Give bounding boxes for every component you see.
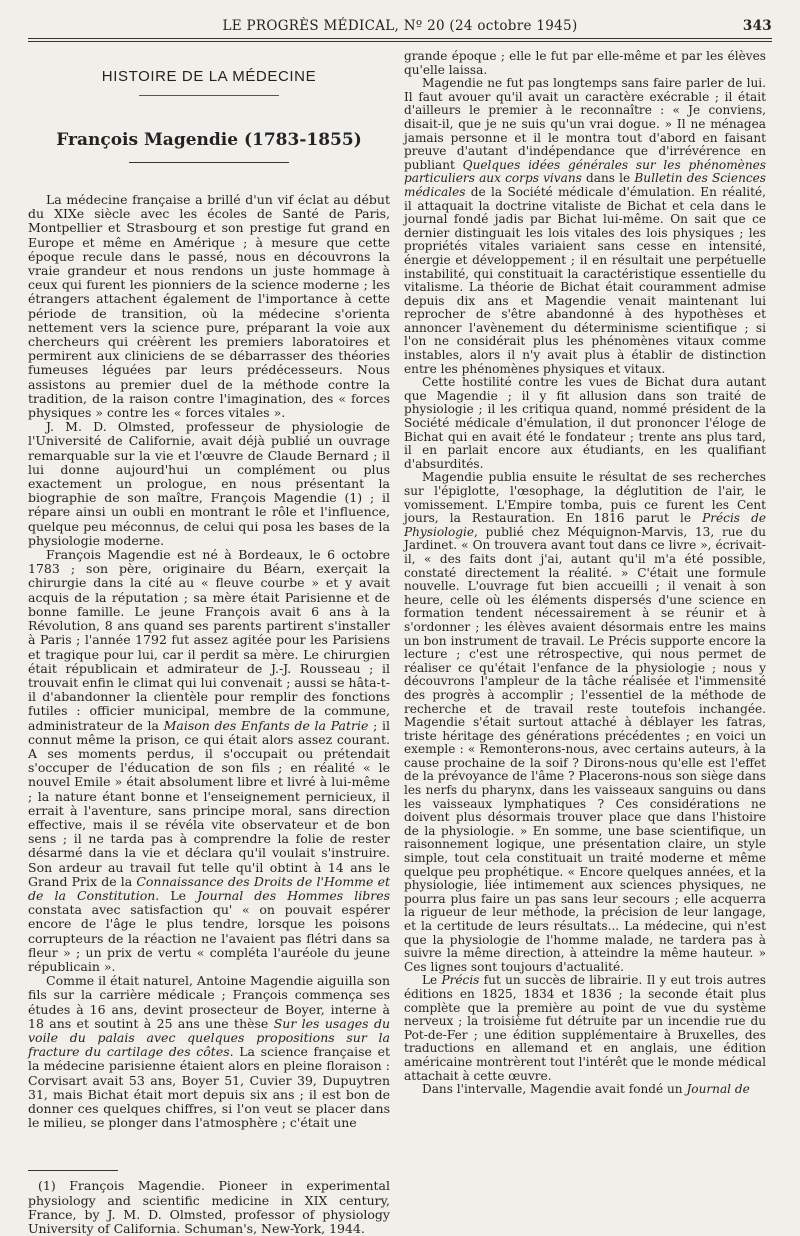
paragraph: François Magendie est né à Bordeaux, le 6 octobre 1783 ; son père, originaire du Béarn, exerçait la chirurgie dans la cité au « fleuve courbe » et y avait acquis de la réputation ; sa mère était Parisienne et de bonne famille. Le jeune François avait 6 ans à la Révolution, 8 ans quand ses parents partirent s'installer à Paris ; l'année 1792 fut assez agitée pour les Parisiens et tragique pour lui, car il perdit sa mère. Le chirurgien était républicain et admirateur de J.-J. Rousseau ; il trouvait enfin le climat qui lui convenait ; aussi se hâta-t-il d'abandonner la clientèle pour remplir des fonctions futiles : officier municipal, membre de la commune, administrateur de la Maison des Enfants de la Patrie ; il connut même la prison, ce qui était alors assez courant. A ses moments perdus, il s'occupait ou prétendait s'occuper de l'éducation de son fils ; en réalité « le nouvel Emile » était absolument libre et livré à lui-même ; la nature étant bonne et l'enseignement pernicieux, il errait à l'aventure, sans principe moral, sans direction effective, mais il se révéla vite observateur et de bon sens ; il ne tarda pas à comprendre la folie de rester désarmé dans la vie et déclara qu'il voulait s'instruire. Son ardeur au travail fut telle qu'il obtint à 14 ans le Grand Prix de la Connaissance des Droits de l'Homme et de la Constitution. Le Journal des Hommes libres constata avec satisfaction qu' « on pouvait espérer encore de l'âge le plus tendre, lorsque les poisons corrupteurs de la réaction ne l'avaient pas flétri dans sa fleur » ; un prix de vertu « compléta l'auréole du jeune républicain ». [28,547,391,974]
left-column [28,50,391,1236]
paragraph: Dans l'intervalle, Magendie avait fondé un Journal de [422,1082,750,1097]
page-number: 343 [742,18,772,34]
paragraph: Magendie ne fut pas longtemps sans faire parler de lui. Il faut avouer qu'il avait un caractère exécrable ; il était d'ailleurs le premier à le reconnaître : « Je conviens, disait-il, que je ne suis qu'un vrai dogue. » Il ne ménagea jamais personne et il le montra tout d'abord en faisant preuve d'autant d'indépendance que d'irrévérence en publiant Quelques idées générales sur les phénomènes particuliers aux corps vivans dans le Bulletin des Sciences médicales de la Société médicale d'émulation. En réalité, il attaquait la doctrine vitaliste de Bichat et cela dans le journal fondé jadis par Bichat lui-même. On sait que ce dernier distinguait les lois vitales des lois physiques ; les propriétés vitales variaient sans cesse en intensité, énergie et développement ; il en résultait une perpétuelle instabilité, qui constituait la caractéristique essentielle du vitalisme. La théorie de Bichat était couramment admise depuis dix ans et Magendie venait maintenant lui reprocher de s'être abandonné à des hypothèses et annoncer l'avènement du déterminisme scientifique ; si l'on ne considérait plus les phénomènes vitaux comme instables, alors il n'y avait plus à établir de distinction entre les phénomènes physiques et vitaux. [404,76,766,376]
paragraph: Magendie publia ensuite le résultat de ses recherches sur l'épiglotte, l'œsophage, la déglutition de l'air, le vomissement. L'Empire tomba, puis ce furent les Cent jours, la Restauration. En 1816 parut le Précis de Physiologie, publié chez Méquignon-Marvis, 13, rue du Jardinet. « On trouvera avant tout dans ce livre », écrivait-il, « des faits dont j'ai, autant qu'il m'a été possible, constaté directement la réalité. » C'était une formule nouvelle. L'ouvrage fut bien accueilli ; il venait à son heure, celle où les éléments dispersés d'une science en formation tendent nécessairement à se réunir et à s'ordonner ; les élèves avaient désormais entre les mains un bon instrument de travail. Le Précis supporte encore la lecture ; c'est une rétrospective, qui nous permet de réaliser ce qu'était l'enfance de la physiologie ; nous y découvrons l'ampleur de la tâche réalisée et l'immensité des progrès à accomplir ; l'essentiel de la méthode de recherche et de travail reste toutefois inchangée. Magendie s'était surtout attaché à déblayer les fatras, triste héritage des générations précédentes ; en voici un exemple : « Remonterons-nous, avec certains auteurs, à la cause prochaine de la soif ? Dirons-nous qu'elle est l'effet de la prévoyance de l'âme ? Placerons-nous son siège dans les nerfs du pharynx, dans les vaisseaux sanguins ou dans les vaisseaux lymphatiques ? Ces considérations ne doivent plus désormais trouver place que dans l'histoire de la physiologie. » En somme, une base scientifique, un raisonnement logique, une présentation claire, un style simple, tout cela constituait un traité moderne et même quelque peu prophétique. « Encore quelques années, et la physiologie, liée intimement aux sciences physiques, ne pourra plus faire un pas sans leur secours ; elle acquerra la rigueur de leur méthode, la précision de leur langage, et la certitude de leurs résultats... La médecine, qui n'est que la physiologie de l'homme malade, ne tardera pas à suivre la même direction, à atteindre la même hauteur. » Ces lignes sont toujours d'actualité. [404,470,766,974]
paragraph: J. M. D. Olmsted, professeur de physiologie de l'Université de Californie, avait déjà publié un ouvrage remarquable sur la vie et l'œuvre de Claude Bernard ; il lui donne aujourd'hui un complément ou plus exactement un prologue, en nous présentant la biographie de son maître, François Magendie (1) ; il répare ainsi un oubli en montrant le rôle et l'influence, quelque peu méconnus, de celui qui posa les bases de la physiologie moderne. [28,419,390,548]
title-underline [129,162,289,163]
section-title: HISTOIRE DE LA MÉDECINE [101,68,317,85]
footnote: (1) François Magendie. Pioneer in experimental physiology and scientific medicine in XIX century, France, by J. M. D. Olmsted, professor of physiology University of California. Schuman's, New-York, 1944. [28,1178,390,1236]
paragraph: grande époque ; elle le fut par elle-même et par les élèves qu'elle laissa. [404,49,766,77]
paragraph: Cette hostilité contre les vues de Bichat dura autant que Magendie ; il y fit allusion dans son traité de physiologie ; il les critiqua quand, nommé président de la Société médicale d'émulation, il dut prononcer l'éloge de Bichat qui en avait été le fondateur ; trente ans plus tard, il en parlait encore aux étudiants, en les qualifiant d'absurdités. [404,375,766,471]
header-rule-top [28,38,772,39]
header-rule-bottom [28,41,772,42]
paragraph: La médecine française a brillé d'un vif éclat au début du XIXe siècle avec les écoles de Santé de Paris, Montpellier et Strasbourg et son prestige fut grand en Europe et même en Amérique ; à mesure que cette époque recule dans le passé, nous en découvrons la vraie grandeur et nous rendons un juste hommage à ceux qui furent les pionniers de la science moderne ; les étrangers attachent également de l'importance à cette période de transition, où la médecine s'orienta nettement vers la science pure, préparant la voie aux chercheurs qui créèrent les premiers laboratoires et permirent aux cliniciens de se débarrasser des théories fumeuses léguées par leurs prédécesseurs. Nous assistons au premier duel de la méthode contre la tradition, de la raison contre l'imagination, des « forces physiques » contre les « forces vitales ». [28,192,390,421]
right-column [404,49,766,1097]
running-header [28,18,772,36]
article-title: François Magendie (1783-1855) [56,130,362,150]
running-title: LE PROGRÈS MÉDICAL, Nº 20 (24 octobre 1945) [222,18,578,34]
paragraph: Le Précis fut un succès de librairie. Il y eut trois autres éditions en 1825, 1834 et 1836 ; la seconde était plus complète que la première au point de vue du système nerveux ; la troisième fut détruite par un incendie rue du Pot-de-Fer ; une édition supplémentaire à Bruxelles, des traductions en allemand et en anglais, une édition américaine montrèrent tout l'intérêt que le monde médical attachait à cette œuvre. [404,973,766,1083]
section-rule [139,95,279,96]
paragraph: Comme il était naturel, Antoine Magendie aiguilla son fils sur la carrière médicale ; François commença ses études à 16 ans, devint prosecteur de Boyer, interne à 18 ans et soutint à 25 ans une thèse Sur les usages du voile du palais avec quelques propositions sur la fracture du cartilage des côtes. La science française et la médecine parisienne étaient alors en pleine floraison : Corvisart avait 53 ans, Boyer 51, Cuvier 39, Dupuytren 31, mais Bichat était mort depuis six ans ; il est bon de donner ces quelques chiffres, si l'on veut se placer dans le milieu, se plonger dans l'atmosphère ; c'était une [28,973,390,1131]
footnote-rule [28,1170,118,1171]
